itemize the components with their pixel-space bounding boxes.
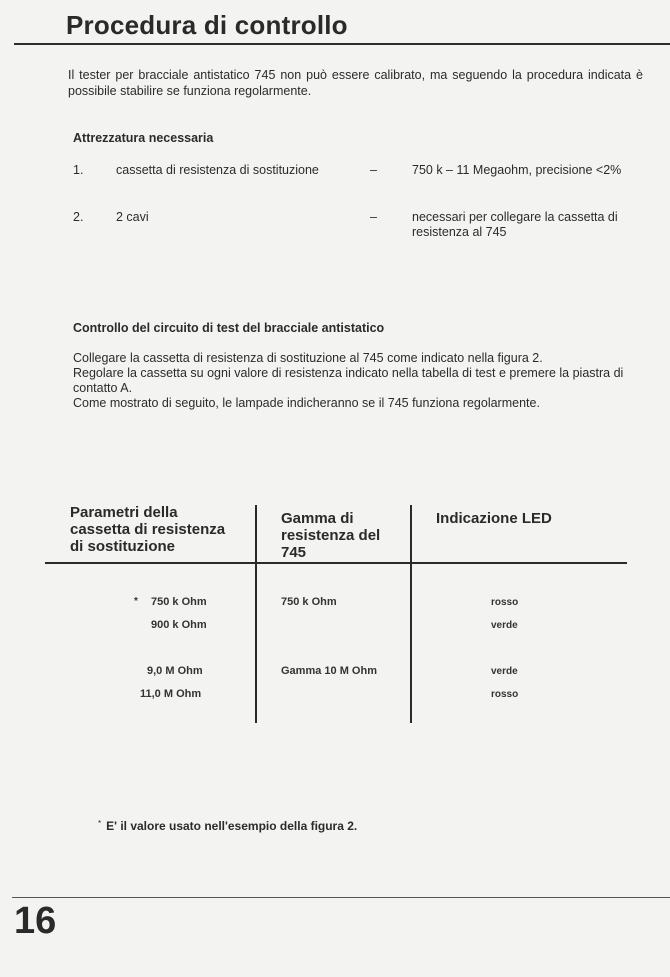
equipment-item-2-number: 2.: [73, 210, 84, 224]
table-row-1-marker: *: [134, 596, 138, 607]
table-header-parameters-line2: cassetta di resistenza: [70, 521, 226, 538]
table-header-led: Indicazione LED: [436, 510, 552, 527]
footnote-marker: *: [98, 819, 102, 828]
table-header-range-line2: resistenza del: [281, 527, 381, 544]
table-header-parameters-line1: Parametri della: [70, 504, 178, 521]
equipment-item-1-number: 1.: [73, 163, 84, 177]
equipment-item-1-name: cassetta di resistenza di sostituzione: [116, 163, 319, 177]
table-header-divider: [45, 562, 627, 564]
footnote: [98, 819, 357, 833]
equipment-heading: Attrezzatura necessaria: [73, 131, 214, 145]
table-column-divider-2: [410, 505, 412, 723]
table-header-range: [281, 510, 380, 561]
control-heading: Controllo del circuito di test del bracciale antistatico: [73, 321, 385, 335]
control-paragraph-2: Regolare la cassetta su ogni valore di resistenza indicato nella tabella di test e premere la piastra di contatto A.: [73, 366, 624, 395]
table-row-3-range: Gamma 10 M Ohm: [281, 665, 377, 677]
table-row-1-value: 750 k Ohm: [151, 596, 207, 608]
page-number: 16: [14, 900, 57, 942]
footnote-text: E' il valore usato nell'esempio della figura 2.: [106, 819, 358, 833]
control-paragraph-1: Collegare la cassetta di resistenza di sostituzione al 745 come indicato nella figura 2.: [73, 351, 543, 365]
equipment-item-1-dash: –: [370, 163, 377, 177]
table-row-1-range: 750 k Ohm: [281, 596, 337, 608]
table-row-3-led: verde: [491, 666, 518, 677]
table-row-3-value: 9,0 M Ohm: [147, 665, 203, 677]
table-row-1-led: rosso: [491, 597, 519, 608]
equipment-item-2-dash: –: [370, 210, 377, 224]
table-header-range-line3: 745: [281, 544, 307, 561]
table-row-2-value: 900 k Ohm: [151, 619, 207, 631]
intro-paragraph: Il tester per bracciale antistatico 745 non può essere calibrato, ma seguendo la procedura indicata è possibile stabilire se funziona regolarmente.: [68, 68, 643, 98]
table-header-parameters: [70, 504, 225, 555]
control-paragraph-3: Come mostrato di seguito, le lampade indicheranno se il 745 funziona regolarmente.: [73, 396, 540, 410]
table-header-parameters-line3: di sostituzione: [70, 538, 175, 555]
equipment-item-1-description: 750 k – 11 Megaohm, precisione <2%: [412, 163, 622, 177]
equipment-item-2-name: 2 cavi: [116, 210, 149, 224]
equipment-item-2-description: necessari per collegare la cassetta di resistenza al 745: [412, 210, 618, 239]
title-divider: [14, 43, 670, 45]
table-row-4-led: rosso: [491, 689, 519, 700]
table-column-divider-1: [255, 505, 257, 723]
control-paragraph: [73, 351, 633, 411]
table-row-4-value: 11,0 M Ohm: [140, 688, 202, 700]
table-header-range-line1: Gamma di: [281, 510, 354, 527]
page-title: Procedura di controllo: [66, 10, 348, 40]
footer-divider: [12, 897, 670, 898]
table-row-2-led: verde: [491, 620, 518, 631]
